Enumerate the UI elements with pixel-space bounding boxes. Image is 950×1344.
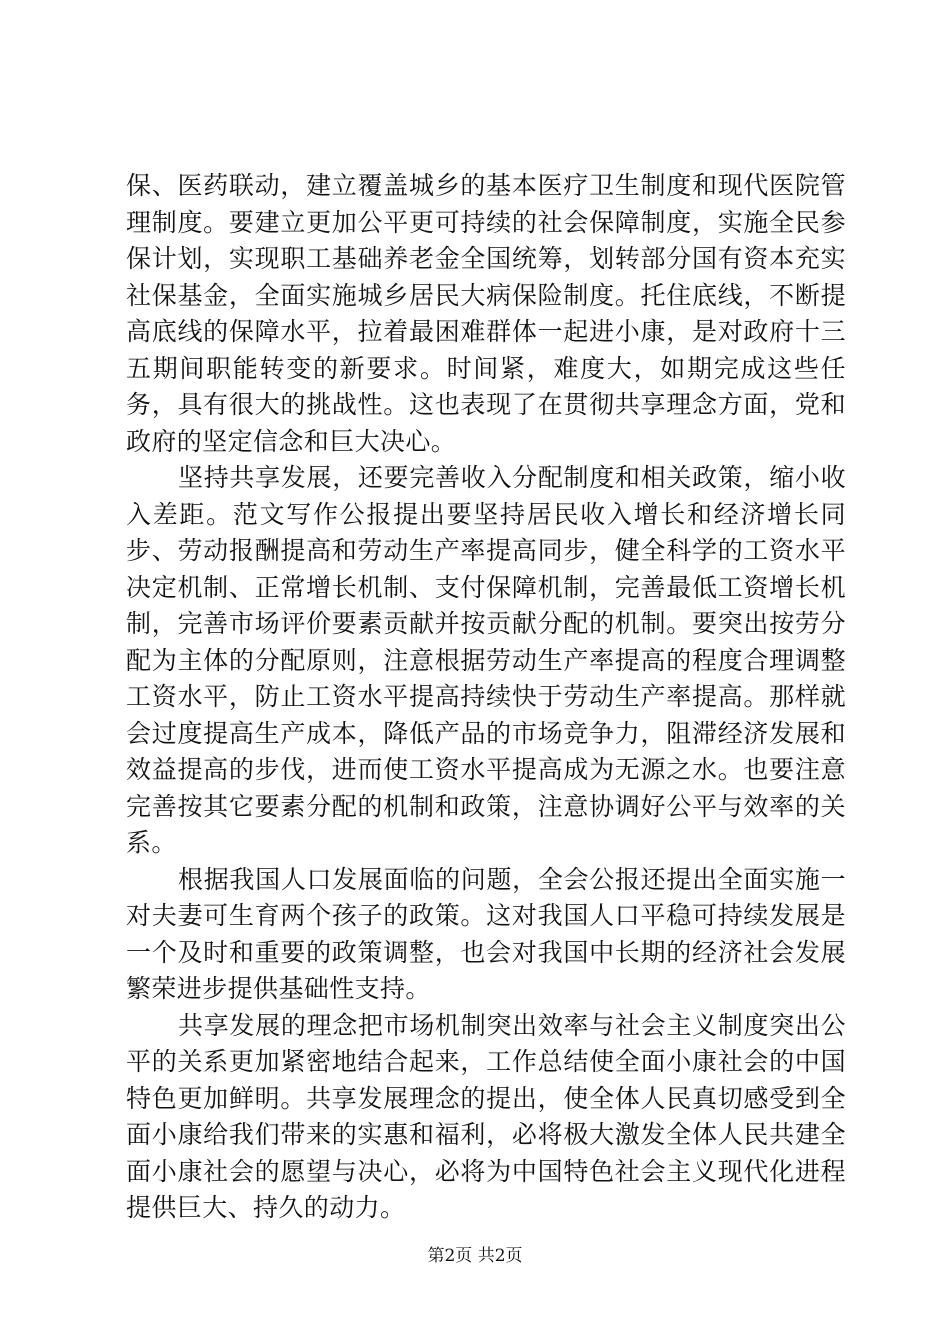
body-text (126, 168, 846, 1227)
paragraph-2: 坚持共享发展，还要完善收入分配制度和相关政策，缩小收入差距。范文写作公报提出要坚持居民收入增长和经济增长同步、劳动报酬提高和劳动生产率提高同步，健全科学的工资水平决定机制、正常增长机制、支付保障机制，完善最低工资增长机制，完善市场评价要素贡献并按贡献分配的机制。要突出按劳分配为主体的分配原则，注意根据劳动生产率提高的程度合理调整工资水平，防止工资水平提高持续快于劳动生产率提高。那样就会过度提高生产成本，降低产品的市场竞争力，阻滞经济发展和效益提高的步伐，进而使工资水平提高成为无源之水。也要注意完善按其它要素分配的机制和政策，注意协调好公平与效率的关系。 (126, 463, 846, 857)
page-footer: 第2页 共2页 (427, 1246, 523, 1266)
paragraph-3: 根据我国人口发展面临的问题，全会公报还提出全面实施一对夫妻可生育两个孩子的政策。这对我国人口平稳可持续发展是一个及时和重要的政策调整，也会对我国中长期的经济社会发展繁荣进步提供基础性支持。 (126, 864, 846, 1003)
paragraph-4: 共享发展的理念把市场机制突出效率与社会主义制度突出公平的关系更加紧密地结合起来，工作总结使全面小康社会的中国特色更加鲜明。共享发展理念的提出，使全体人民真切感受到全面小康给我们带来的实惠和福利，必将极大激发全体人民共建全面小康社会的愿望与决心，必将为中国特色社会主义现代化进程提供巨大、持久的动力。 (126, 1010, 846, 1222)
paragraph-1: 保、医药联动，建立覆盖城乡的基本医疗卫生制度和现代医院管理制度。要建立更加公平更可持续的社会保障制度，实施全民参保计划，实现职工基础养老金全国统筹，划转部分国有资本充实社保基金，全面实施城乡居民大病保险制度。托住底线，不断提高底线的保障水平，拉着最困难群体一起进小康，是对政府十三五期间职能转变的新要求。时间紧，难度大，如期完成这些任务，具有很大的挑战性。这也表现了在贯彻共享理念方面，党和政府的坚定信念和巨大决心。 (126, 171, 846, 456)
